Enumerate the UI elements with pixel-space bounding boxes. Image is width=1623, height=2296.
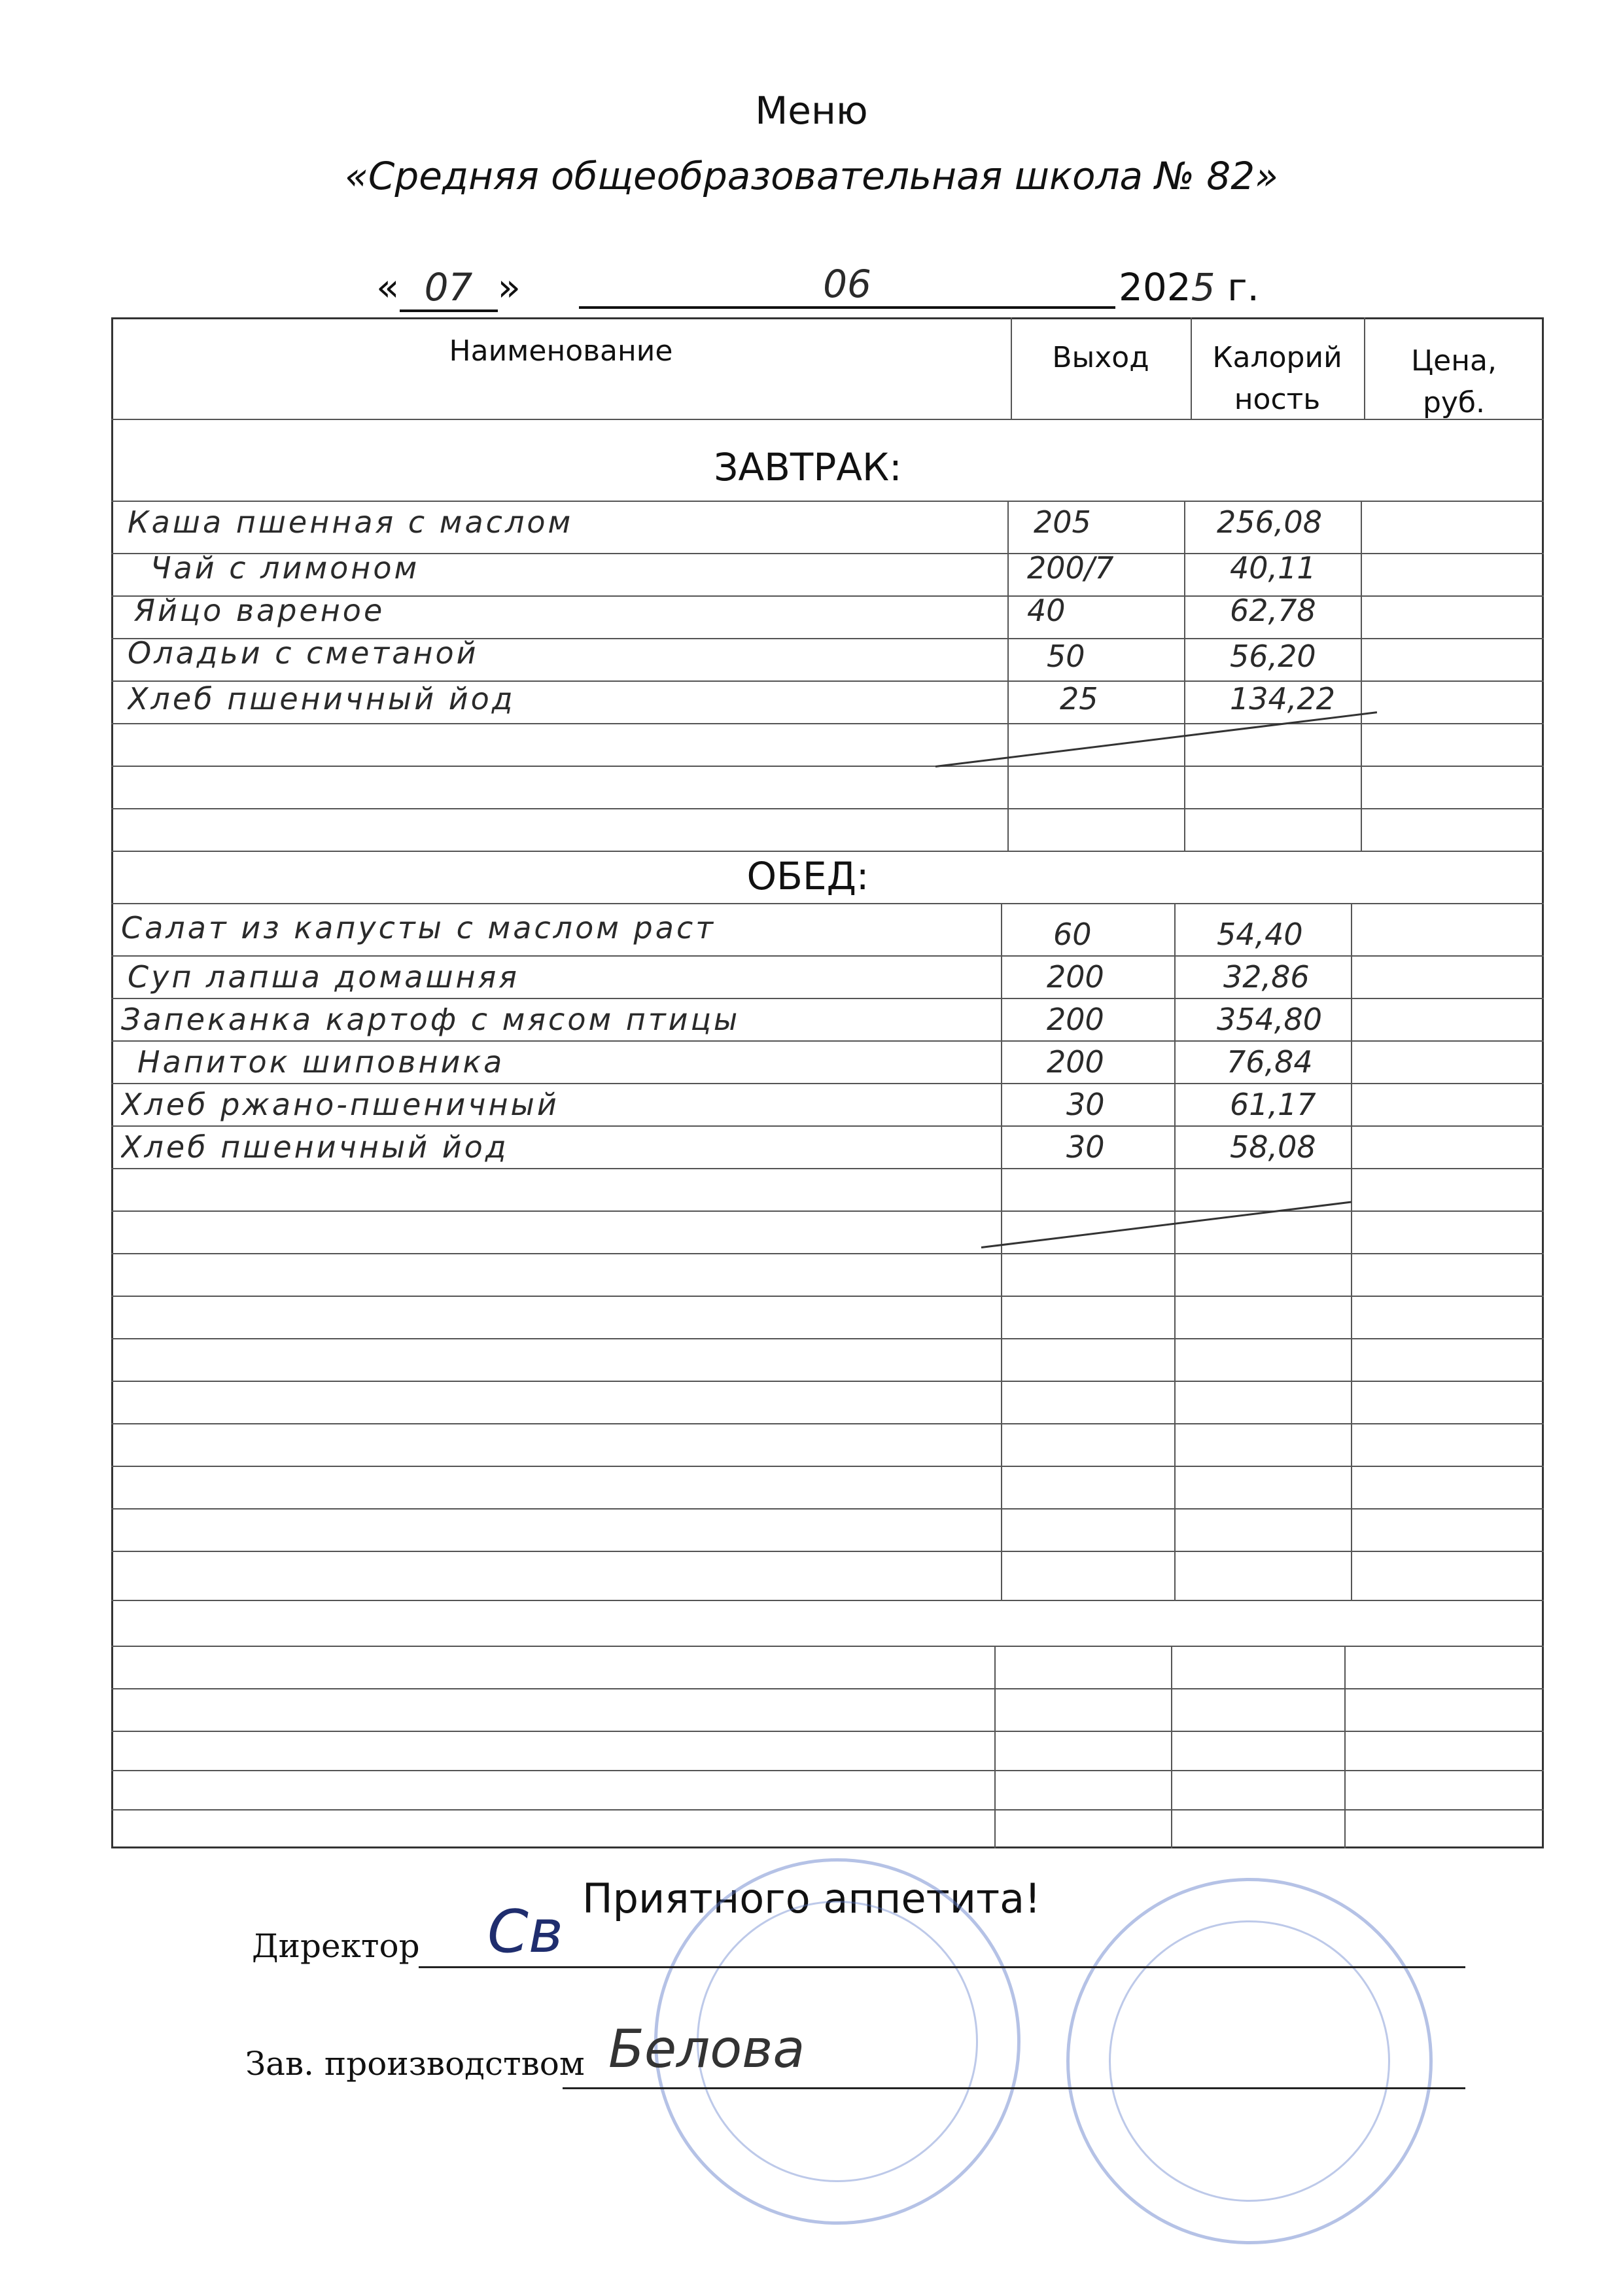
row-divider	[111, 1210, 1544, 1212]
dish-name: Каша пшенная с маслом	[128, 504, 574, 540]
col-header-kcal-line1: Калорий	[1212, 341, 1342, 374]
col-divider	[1174, 903, 1176, 1600]
production-signature: Белова	[608, 2019, 805, 2079]
date-year	[1119, 265, 1259, 309]
dish-kcal: 54,40	[1217, 917, 1303, 952]
row-divider	[111, 851, 1544, 852]
dish-output: 200/7	[1027, 550, 1114, 586]
date-suffix: г.	[1227, 265, 1259, 309]
row-divider	[111, 808, 1544, 809]
col-header-kcal	[1191, 337, 1364, 421]
school-name: «Средняя общеобразовательная школа № 82»	[345, 154, 1278, 198]
col-divider	[994, 1646, 996, 1848]
lunch-title: ОБЕД:	[746, 854, 869, 898]
col-header-name: Наименование	[449, 334, 673, 368]
dish-kcal: 62,78	[1230, 593, 1316, 628]
dish-kcal: 32,86	[1223, 959, 1310, 995]
dish-name: Чай с лимоном	[150, 550, 420, 586]
dish-kcal: 61,17	[1230, 1087, 1316, 1122]
dish-name: Хлеб ржано-пшеничный	[121, 1087, 559, 1122]
round-stamp	[1066, 1878, 1433, 2244]
row-divider	[111, 1600, 1544, 1601]
dish-kcal: 56,20	[1230, 639, 1316, 674]
row-divider	[111, 1770, 1544, 1771]
row-divider	[111, 501, 1544, 502]
dish-kcal: 256,08	[1217, 504, 1322, 540]
row-divider	[111, 1381, 1544, 1382]
col-header-price	[1364, 340, 1544, 424]
row-divider	[111, 1646, 1544, 1647]
production-signature-line	[563, 2087, 1465, 2089]
dish-name: Запеканка картоф с мясом птицы	[121, 1002, 741, 1037]
col-header-kcal-line2: ность	[1234, 383, 1321, 416]
stamp-ring	[1109, 1920, 1390, 2202]
row-divider	[111, 903, 1544, 904]
date-close-quote: »	[497, 265, 521, 309]
dish-name: Салат из капусты с маслом раст	[121, 910, 716, 945]
col-header-output: Выход	[1052, 341, 1149, 374]
date-open-quote: «	[376, 265, 400, 309]
row-divider	[111, 1423, 1544, 1424]
dish-name: Хлеб пшеничный йод	[128, 681, 515, 716]
dish-output: 60	[1053, 917, 1092, 952]
dish-output: 200	[1047, 1002, 1104, 1037]
dish-kcal: 76,84	[1227, 1044, 1313, 1080]
dish-output: 205	[1034, 504, 1091, 540]
dish-name: Яйцо вареное	[134, 593, 385, 628]
dish-output: 30	[1066, 1129, 1105, 1165]
date-line	[376, 265, 521, 312]
row-divider	[111, 1125, 1544, 1127]
dish-name: Хлеб пшеничный йод	[121, 1129, 509, 1165]
col-divider	[1001, 903, 1002, 1600]
dish-kcal: 354,80	[1217, 1002, 1322, 1037]
dish-output: 25	[1060, 681, 1098, 716]
row-divider	[111, 1688, 1544, 1689]
dish-output: 50	[1047, 639, 1085, 674]
row-divider	[111, 1296, 1544, 1297]
dish-name: Оладьи с сметаной	[128, 635, 479, 671]
row-divider	[111, 1040, 1544, 1042]
col-header-price-line2: руб.	[1422, 386, 1486, 419]
row-divider	[111, 1731, 1544, 1732]
dish-name: Напиток шиповника	[137, 1044, 505, 1080]
row-divider	[111, 723, 1544, 724]
col-divider	[1351, 903, 1352, 1600]
breakfast-title: ЗАВТРАК:	[714, 445, 902, 489]
appetit-text: Приятного аппетита!	[582, 1875, 1041, 1922]
production-label: Зав. производством	[245, 2045, 585, 2083]
row-divider	[111, 1551, 1544, 1552]
date-day: 07	[400, 265, 498, 312]
dish-output: 200	[1047, 959, 1104, 995]
dish-output: 200	[1047, 1044, 1104, 1080]
dish-kcal: 58,08	[1230, 1129, 1316, 1165]
dish-kcal: 134,22	[1230, 681, 1335, 716]
director-label: Директор	[252, 1927, 420, 1965]
date-month: 06	[579, 262, 1115, 309]
row-divider	[111, 1809, 1544, 1810]
dish-output: 30	[1066, 1087, 1105, 1122]
row-divider	[111, 1466, 1544, 1467]
row-divider	[111, 998, 1544, 999]
row-divider	[111, 766, 1544, 767]
dish-output: 40	[1027, 593, 1066, 628]
row-divider	[111, 1253, 1544, 1254]
col-header-price-line1: Цена,	[1411, 344, 1497, 378]
director-signature: Св	[487, 1898, 563, 1966]
date-year-digit: 5	[1191, 265, 1215, 309]
row-divider	[111, 1168, 1544, 1169]
menu-title: Меню	[755, 88, 868, 133]
row-divider	[111, 955, 1544, 957]
col-divider	[1344, 1646, 1346, 1848]
director-signature-line	[419, 1966, 1465, 1968]
row-divider	[111, 1338, 1544, 1339]
row-divider	[111, 1083, 1544, 1084]
col-divider	[1171, 1646, 1172, 1848]
date-year-prefix: 202	[1119, 265, 1191, 309]
dish-name: Суп лапша домашняя	[128, 959, 519, 995]
dish-kcal: 40,11	[1230, 550, 1316, 586]
row-divider	[111, 1508, 1544, 1510]
